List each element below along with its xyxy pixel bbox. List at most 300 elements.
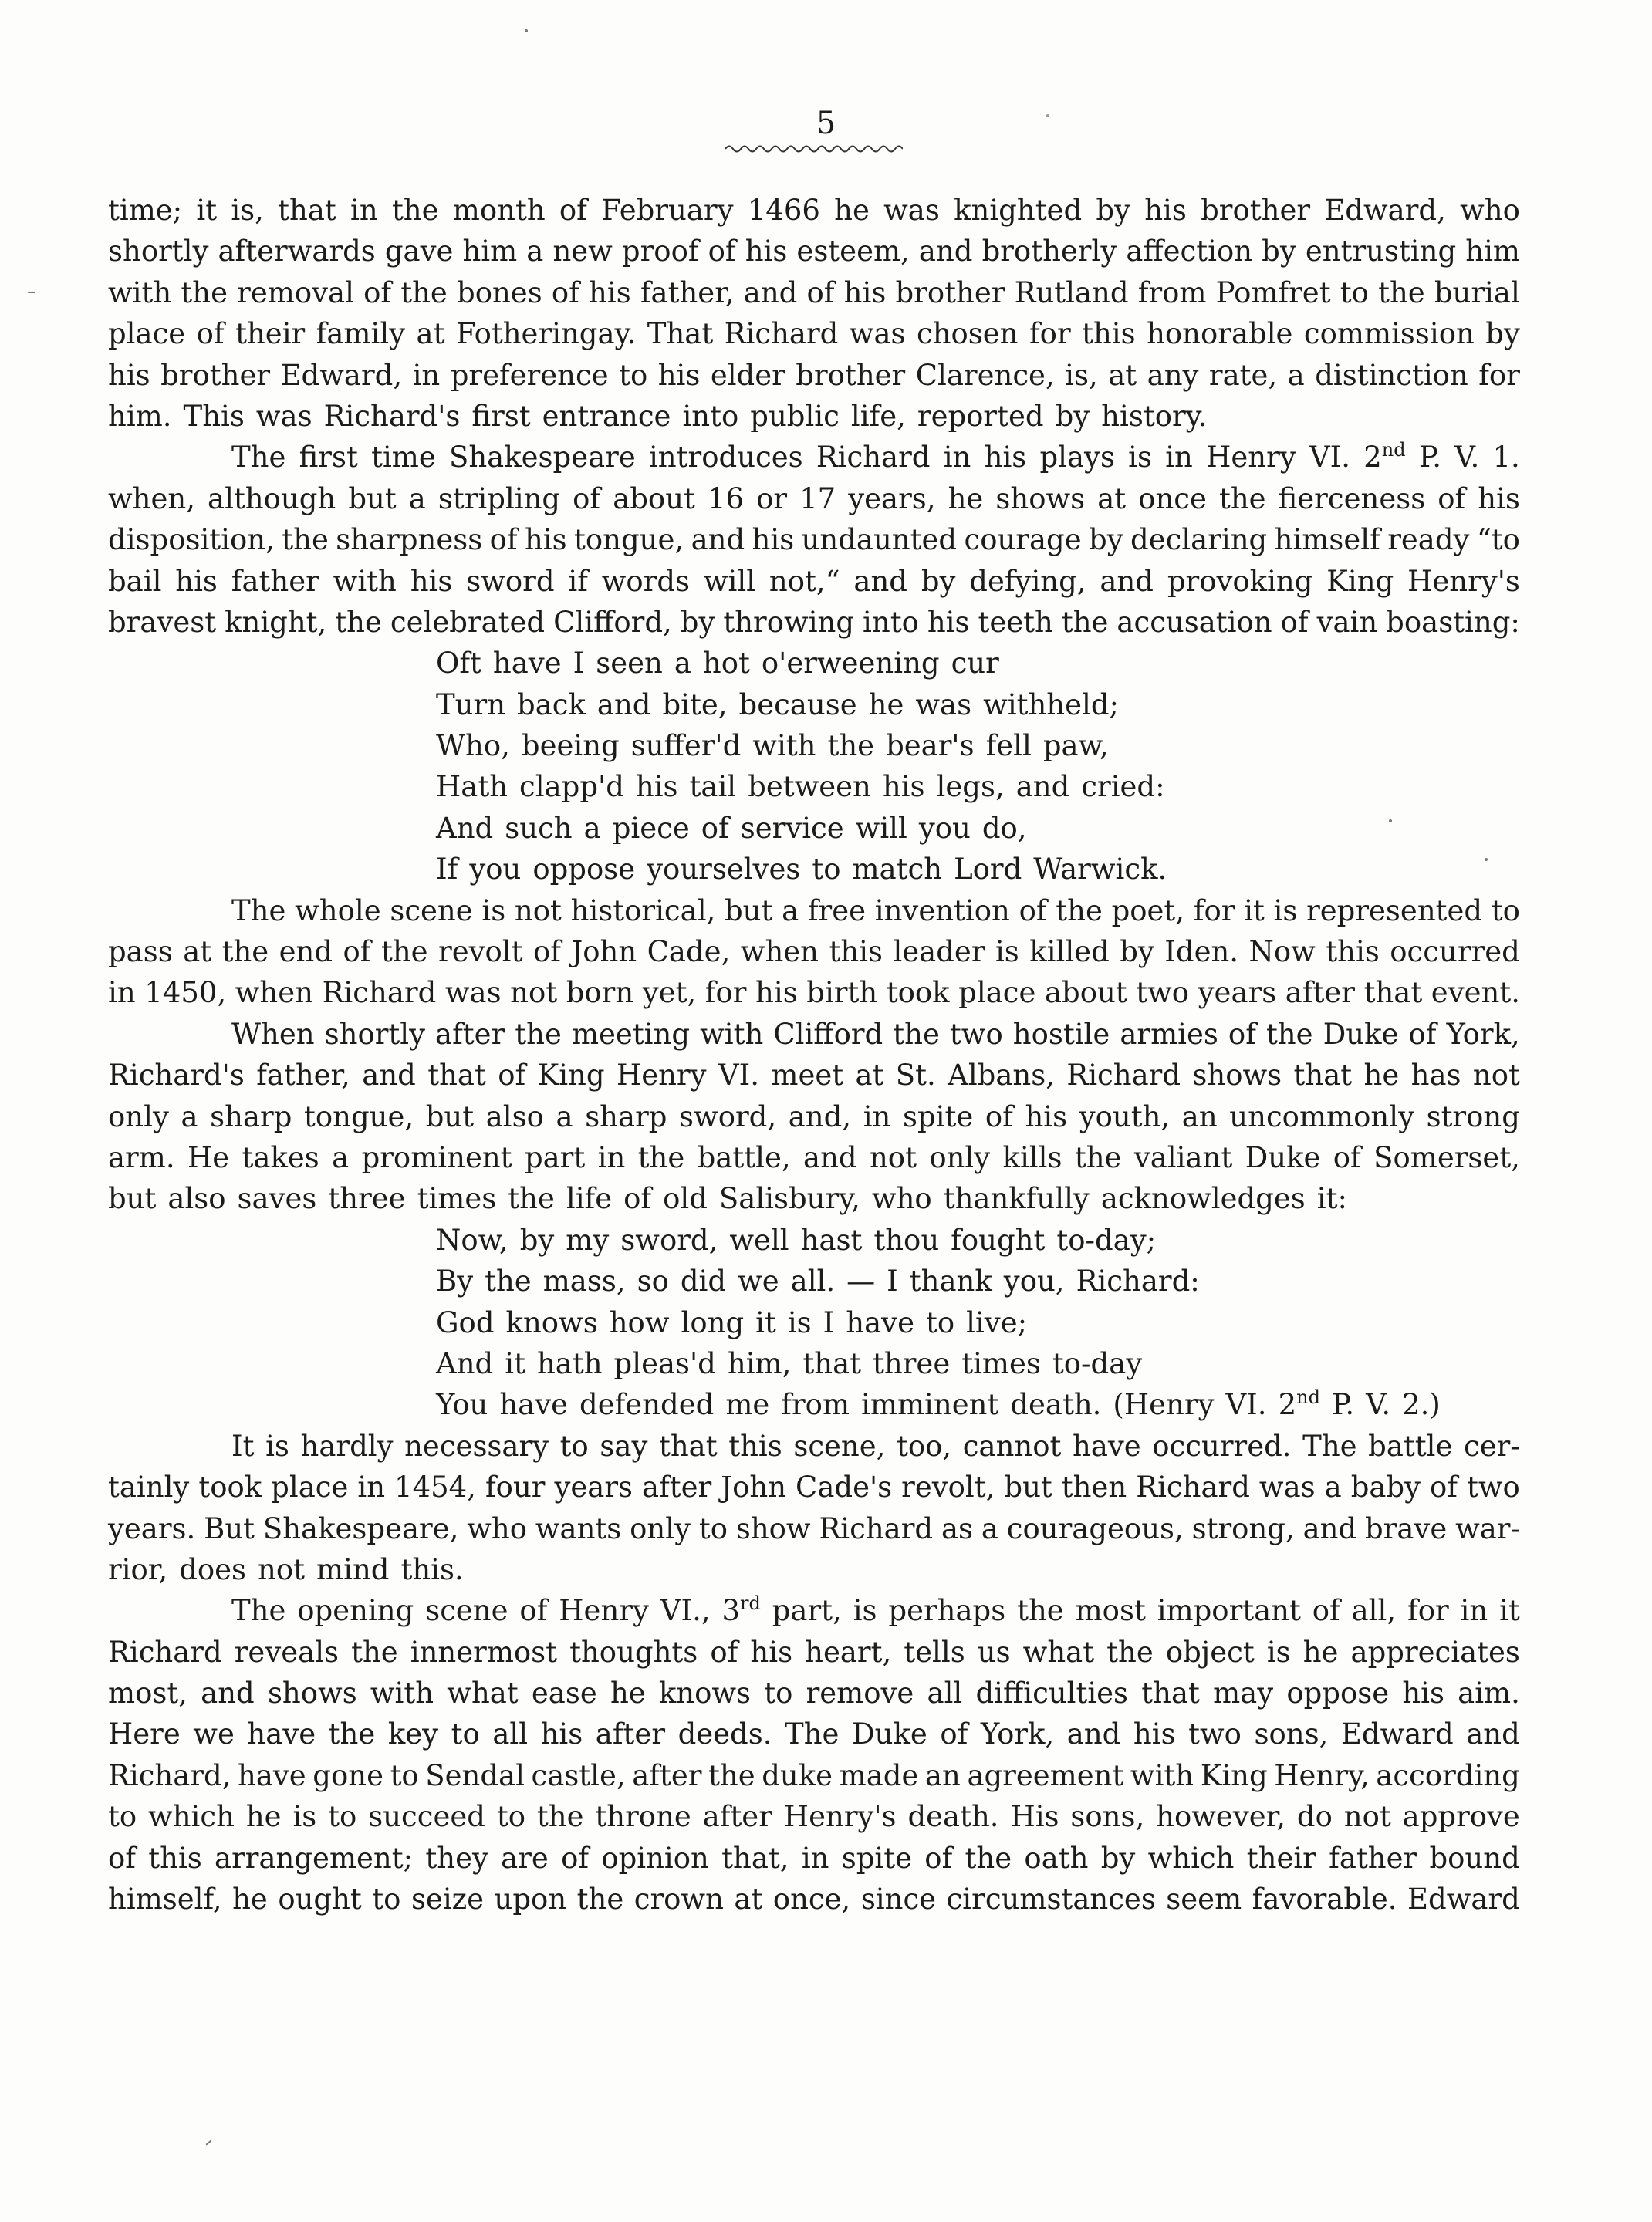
word: sons, xyxy=(1070,1800,1145,1834)
word: his xyxy=(843,275,887,309)
word: His xyxy=(1010,1800,1059,1834)
word: oppose xyxy=(532,853,636,886)
word: Now, xyxy=(436,1223,508,1257)
word: sharp xyxy=(210,1099,292,1133)
word: to xyxy=(698,1511,728,1545)
text-line xyxy=(108,1879,1520,1920)
word: well xyxy=(729,1223,789,1257)
word: takes xyxy=(242,1140,319,1174)
word: after xyxy=(1285,976,1355,1010)
page-speck xyxy=(525,29,528,32)
word: scene xyxy=(390,893,473,927)
word: Here xyxy=(108,1717,181,1751)
word: that xyxy=(427,1059,486,1092)
word: shortly xyxy=(324,1017,426,1051)
word: he xyxy=(948,481,984,515)
word: throwing xyxy=(723,605,855,639)
word: his xyxy=(755,976,798,1010)
word: have xyxy=(238,1758,306,1792)
word: the xyxy=(576,1883,624,1916)
word: imminent xyxy=(861,1388,999,1422)
word: his xyxy=(1402,1677,1444,1710)
word: it xyxy=(755,1305,776,1339)
word: reveals xyxy=(234,1635,340,1669)
word: the xyxy=(1106,1635,1154,1669)
word: suffer'd xyxy=(630,729,742,763)
word: by xyxy=(921,564,956,598)
word: however, xyxy=(1156,1800,1286,1834)
word: was xyxy=(444,976,502,1010)
word: teeth xyxy=(978,605,1053,639)
word: but xyxy=(348,481,397,515)
word: words xyxy=(601,564,691,598)
word: that xyxy=(658,1429,718,1463)
word: his xyxy=(108,358,150,392)
word: his xyxy=(745,235,788,268)
text-line xyxy=(108,1055,1520,1096)
word: once xyxy=(1138,481,1207,515)
word: this xyxy=(1326,935,1380,969)
word: the xyxy=(1017,1594,1064,1628)
word: shortly xyxy=(108,235,209,268)
word: years xyxy=(554,1471,633,1504)
word: two xyxy=(1467,1471,1520,1504)
word: to xyxy=(390,1758,419,1792)
word: it xyxy=(1499,1594,1520,1628)
word: for xyxy=(1193,893,1235,927)
word: Duke xyxy=(851,1717,927,1751)
word: brother xyxy=(796,358,906,392)
word: entrusting xyxy=(1305,235,1457,268)
word: York, xyxy=(1446,1017,1520,1051)
word: that xyxy=(1293,1059,1353,1092)
word: And xyxy=(436,811,494,845)
word: who xyxy=(467,1511,528,1545)
word: is, xyxy=(1065,358,1098,392)
word: when xyxy=(235,976,313,1010)
word: Warwick. xyxy=(1033,853,1167,886)
word: father xyxy=(1329,1841,1417,1875)
word: in xyxy=(1460,1594,1488,1628)
word: Salisbury, xyxy=(718,1182,860,1216)
word: hardly xyxy=(300,1429,394,1463)
word: a xyxy=(981,1511,998,1545)
word: sword xyxy=(466,564,555,598)
word: commission xyxy=(1303,317,1475,351)
word: have xyxy=(499,1388,569,1422)
word: a xyxy=(408,481,426,515)
word: Lord xyxy=(954,853,1022,886)
word: scene, xyxy=(793,1429,886,1463)
word: strong xyxy=(1426,1099,1520,1133)
word: which xyxy=(148,1800,235,1834)
word: brother xyxy=(160,358,271,392)
word: accusation xyxy=(1117,605,1272,639)
word: also xyxy=(485,1099,544,1133)
word: Sendal xyxy=(425,1758,525,1792)
word: hostile xyxy=(1012,1017,1110,1051)
word: seem xyxy=(1166,1883,1242,1916)
word: his xyxy=(589,275,631,309)
word: innermost xyxy=(410,1635,558,1669)
word: thoughts xyxy=(569,1635,698,1669)
word: in xyxy=(1165,441,1193,474)
word: him. xyxy=(108,399,172,433)
word: Oft xyxy=(436,647,481,680)
word: courage xyxy=(964,523,1082,557)
word: took xyxy=(198,1471,262,1504)
word: after xyxy=(642,1471,712,1504)
word: years. xyxy=(108,1511,196,1545)
word: him xyxy=(1465,235,1520,268)
word: cer- xyxy=(1463,1429,1520,1463)
word: bones xyxy=(457,275,542,309)
word: Duke xyxy=(1323,1017,1399,1051)
word: you, xyxy=(1003,1265,1065,1298)
word: and xyxy=(803,1140,857,1174)
word: three xyxy=(873,1346,951,1380)
paragraph-last-line xyxy=(108,1178,1520,1219)
word: his xyxy=(635,770,678,804)
word: Now xyxy=(1248,935,1316,969)
word: only xyxy=(108,1099,169,1133)
word: a xyxy=(332,1140,350,1174)
word: tongue, xyxy=(303,1099,414,1133)
word: have xyxy=(1072,1429,1141,1463)
word: the xyxy=(536,1800,584,1834)
word: may xyxy=(1213,1677,1274,1710)
word: not xyxy=(1472,1059,1520,1092)
word: three xyxy=(328,1182,406,1216)
verse-line xyxy=(108,1261,1520,1302)
word: and xyxy=(596,687,651,721)
word: of xyxy=(1408,1017,1437,1051)
word: he xyxy=(834,194,870,227)
word: Iden. xyxy=(1164,935,1239,969)
word: honorable xyxy=(1147,317,1293,351)
word: us xyxy=(977,1635,1011,1669)
word: was xyxy=(255,399,312,433)
verse-line xyxy=(108,725,1520,766)
word: after xyxy=(632,1758,702,1792)
word: of xyxy=(710,1635,738,1669)
word: V. xyxy=(1366,1388,1391,1422)
paragraph-first-line xyxy=(108,890,1520,931)
word: made xyxy=(839,1758,919,1792)
paragraph-first-line xyxy=(108,1426,1520,1467)
word: who xyxy=(1460,194,1520,227)
word: have xyxy=(247,1717,316,1751)
word: it xyxy=(505,1346,525,1380)
text-line xyxy=(108,1632,1520,1673)
word: fought xyxy=(951,1223,1046,1257)
word: knight, xyxy=(225,605,327,639)
word: the xyxy=(400,275,448,309)
word: I xyxy=(573,647,585,680)
word: times xyxy=(417,1182,497,1216)
verse-line xyxy=(108,808,1520,849)
word: the xyxy=(508,1182,555,1216)
word: time; xyxy=(108,194,183,227)
word: and, xyxy=(788,1099,852,1133)
word: of xyxy=(559,194,587,227)
word: spite xyxy=(841,1841,913,1875)
word: history. xyxy=(1101,399,1208,433)
word: disposition, xyxy=(108,523,275,557)
word: uncommonly xyxy=(1229,1099,1414,1133)
word: Richard's xyxy=(108,1059,245,1092)
word: birth xyxy=(806,976,878,1010)
word: sharpness xyxy=(336,523,483,557)
word: between xyxy=(748,770,871,804)
word: That xyxy=(647,317,714,351)
word: King xyxy=(537,1059,605,1092)
word: took xyxy=(886,976,950,1010)
word: King xyxy=(1326,564,1394,598)
word: of xyxy=(1437,481,1466,515)
word: an xyxy=(1181,1099,1218,1133)
word: bound xyxy=(1429,1841,1520,1875)
word: in xyxy=(350,194,378,227)
word: at xyxy=(183,935,212,969)
word: and xyxy=(743,275,798,309)
word: this xyxy=(148,1841,202,1875)
word: favorable. xyxy=(1252,1883,1397,1916)
text-line xyxy=(108,561,1520,602)
word: P. xyxy=(1418,441,1442,474)
word: his xyxy=(927,605,970,639)
word: sharp xyxy=(585,1099,667,1133)
word: of xyxy=(363,275,392,309)
word: this. xyxy=(400,1552,464,1586)
text-line xyxy=(108,1508,1520,1549)
word: was xyxy=(883,194,940,227)
word: fell xyxy=(985,729,1032,763)
word: the xyxy=(827,729,875,763)
word: of xyxy=(1333,1140,1361,1174)
word: oath xyxy=(1024,1841,1089,1875)
word: free xyxy=(807,893,867,927)
word: The xyxy=(231,1594,286,1628)
word: arm. xyxy=(108,1140,175,1174)
word: of xyxy=(1430,1471,1458,1504)
word: The xyxy=(785,1717,840,1751)
word: If xyxy=(436,853,458,886)
word: a xyxy=(583,811,601,845)
word: to xyxy=(108,1800,137,1834)
word: spite xyxy=(902,1099,974,1133)
word: withheld; xyxy=(983,687,1119,721)
word: his xyxy=(1144,194,1187,227)
word: how xyxy=(609,1305,670,1339)
word: not xyxy=(258,1552,306,1586)
word: did xyxy=(680,1265,727,1298)
word: knows xyxy=(505,1305,598,1339)
word: hast xyxy=(800,1223,863,1257)
word: John xyxy=(721,1471,787,1504)
word: Edward xyxy=(1407,1883,1520,1916)
word: me xyxy=(725,1388,770,1422)
word: strong, xyxy=(1191,1511,1295,1545)
text-line xyxy=(108,1137,1520,1178)
word: as xyxy=(941,1511,974,1545)
word: of xyxy=(701,811,729,845)
word: brave xyxy=(1365,1511,1448,1545)
word: Somerset, xyxy=(1373,1140,1520,1174)
word: seen xyxy=(596,647,663,680)
word: it xyxy=(196,194,218,227)
word: and xyxy=(853,564,907,598)
word: Henry xyxy=(1206,441,1296,474)
word: not xyxy=(869,1140,917,1174)
word: first xyxy=(471,399,531,433)
word: appreciates xyxy=(1350,1635,1520,1669)
word: a xyxy=(1324,1471,1342,1504)
word: but xyxy=(108,1182,157,1216)
word: armies xyxy=(1120,1017,1218,1051)
word: only xyxy=(630,1511,691,1545)
word: King xyxy=(1200,1758,1268,1792)
word: God xyxy=(436,1305,495,1339)
word: is xyxy=(265,1429,289,1463)
word: Richard's xyxy=(323,399,461,433)
word: what xyxy=(447,1677,519,1710)
word: the xyxy=(485,1265,532,1298)
superscript: nd xyxy=(1381,439,1406,461)
word: approve xyxy=(1402,1800,1520,1834)
word: so xyxy=(637,1265,669,1298)
word: for xyxy=(1478,358,1520,392)
word: that xyxy=(1141,1677,1200,1710)
word: two xyxy=(1188,1717,1242,1751)
word: Rutland xyxy=(1014,275,1129,309)
word: do, xyxy=(981,811,1027,845)
word: his xyxy=(540,1717,583,1751)
word: knows xyxy=(658,1677,752,1710)
word: this xyxy=(728,1429,782,1463)
word: and xyxy=(201,1677,255,1710)
word: in xyxy=(597,1140,626,1174)
word: the xyxy=(328,1717,376,1751)
word: two xyxy=(949,1017,1003,1051)
verse-line xyxy=(108,849,1520,890)
word: the xyxy=(351,1635,398,1669)
word: long xyxy=(681,1305,745,1339)
word: to xyxy=(451,1717,480,1751)
word: celebrated xyxy=(390,605,546,639)
word: by xyxy=(519,1223,555,1257)
word: the xyxy=(1218,481,1266,515)
word: rate, xyxy=(1208,358,1278,392)
word: we xyxy=(738,1265,779,1298)
word: of xyxy=(924,1841,953,1875)
text-line xyxy=(108,478,1520,519)
word: time xyxy=(371,441,436,474)
word: his xyxy=(175,564,218,598)
word: death. xyxy=(907,1800,999,1834)
wavy-rule-ornament xyxy=(725,144,903,154)
word: declaring xyxy=(1130,523,1268,557)
word: leader xyxy=(893,935,985,969)
word: his xyxy=(752,523,795,557)
word: bail xyxy=(108,564,162,598)
word: brotherly xyxy=(981,235,1117,268)
word: represented xyxy=(1306,893,1483,927)
paragraph-last-line xyxy=(108,1549,1520,1590)
word: service xyxy=(740,811,844,845)
word: by xyxy=(1262,235,1296,268)
word: the xyxy=(1061,605,1109,639)
word: to xyxy=(496,1800,526,1834)
word: not,“ xyxy=(769,564,840,598)
word: defying, xyxy=(969,564,1086,598)
word: provoking xyxy=(1167,564,1313,598)
word: a xyxy=(181,1099,198,1133)
word: Albans, xyxy=(948,1059,1055,1092)
word: such xyxy=(505,811,573,845)
word: he xyxy=(610,1677,646,1710)
word: bravest xyxy=(108,605,217,639)
word: scene xyxy=(425,1594,508,1628)
word: is xyxy=(292,1800,317,1834)
text-line xyxy=(108,313,1520,354)
word: in xyxy=(801,1841,829,1875)
word: his xyxy=(657,358,701,392)
word: cried: xyxy=(1081,770,1165,804)
word: important xyxy=(1157,1594,1301,1628)
word: into xyxy=(863,605,919,639)
word: by xyxy=(1120,935,1154,969)
word: of xyxy=(708,235,736,268)
word: of xyxy=(985,1099,1013,1133)
word: the xyxy=(391,194,439,227)
word: Fotheringay. xyxy=(455,317,637,351)
word: tongue, xyxy=(574,523,684,557)
word: the xyxy=(221,935,269,969)
word: brother xyxy=(895,275,1005,309)
verse-line xyxy=(108,1302,1520,1343)
word: his xyxy=(984,441,1027,474)
word: and xyxy=(691,523,745,557)
word: mass, xyxy=(542,1265,626,1298)
word: with xyxy=(370,1677,434,1710)
word: mind xyxy=(316,1552,390,1586)
word: at xyxy=(855,1059,884,1092)
word: battle xyxy=(1368,1429,1453,1463)
word: of xyxy=(623,1182,652,1216)
word: of xyxy=(1228,1017,1256,1051)
word: has xyxy=(1410,1059,1461,1092)
word: who xyxy=(871,1182,932,1216)
word: Clifford xyxy=(773,1017,883,1051)
text-line xyxy=(108,972,1520,1013)
word: then xyxy=(1061,1471,1127,1504)
word: It xyxy=(231,1429,255,1463)
word: is xyxy=(481,893,506,927)
word: yourselves xyxy=(647,853,801,886)
page-number: 5 xyxy=(816,106,836,141)
word: match xyxy=(852,853,943,886)
verse-line xyxy=(108,643,1520,684)
word: whole xyxy=(295,893,381,927)
word: by xyxy=(1485,317,1520,351)
word: shows xyxy=(995,481,1086,515)
word: occurred. xyxy=(1152,1429,1292,1463)
word: sons, xyxy=(1254,1717,1329,1751)
word: clapp'd xyxy=(519,770,624,804)
word: The xyxy=(231,441,286,474)
word: himself xyxy=(1274,523,1380,557)
